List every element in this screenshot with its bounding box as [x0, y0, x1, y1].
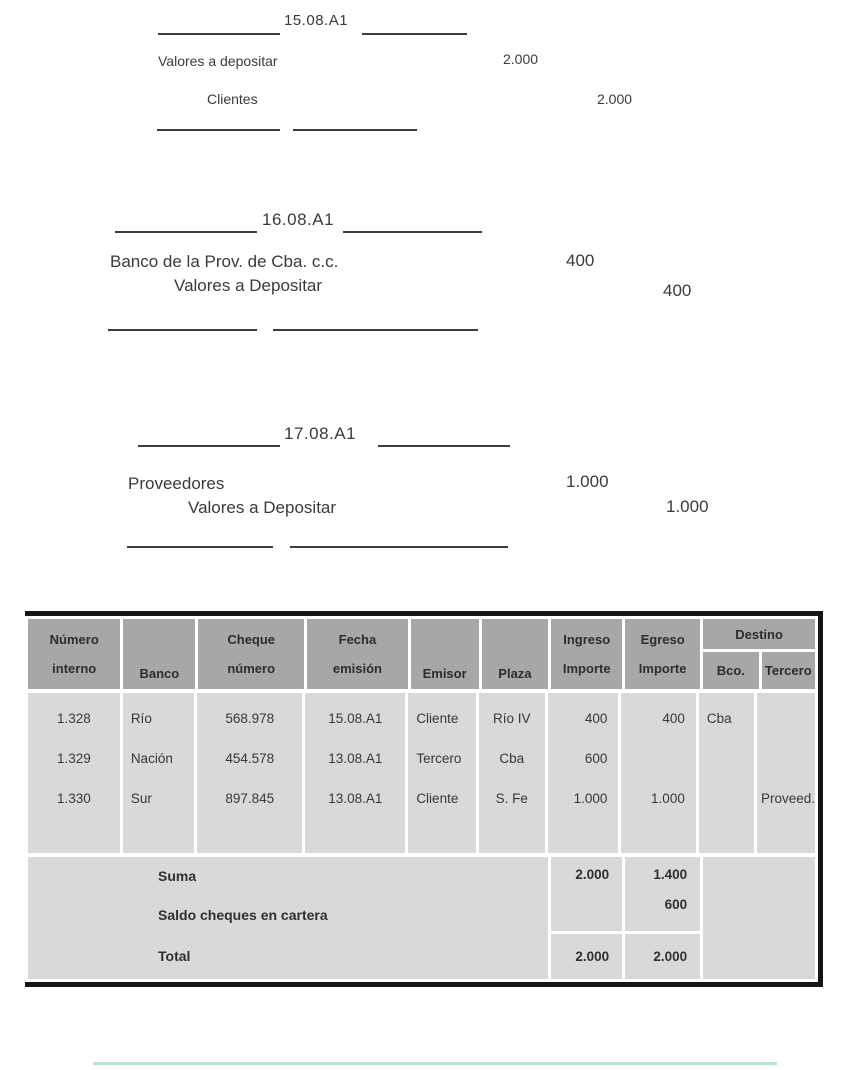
debit-account: Proveedores [128, 474, 225, 493]
destino-subheaders [703, 652, 815, 689]
header-line: emisión [332, 660, 382, 676]
footer-labels-cell [28, 857, 548, 979]
cell-ingreso: 1.000 [573, 791, 608, 806]
col-egreso [621, 693, 695, 853]
total-egreso: 2.000 [653, 949, 688, 964]
header-line: Cheque [227, 632, 276, 648]
closing-rule-right [290, 546, 508, 548]
debit-account: Valores a depositar [158, 53, 278, 69]
col-cheque [197, 693, 302, 853]
col-header-bco: Bco. [703, 652, 758, 689]
cell-bco [699, 779, 754, 819]
col-header-egreso-importe [625, 619, 700, 689]
col-bco [699, 693, 754, 853]
credit-amount: 400 [663, 281, 692, 300]
suma-ingreso-cell [551, 857, 622, 931]
date-rule-right [343, 231, 482, 233]
cell-emisor: Cliente [416, 711, 459, 726]
table-body [28, 693, 815, 853]
cell-tercero: Proveed. [760, 791, 815, 806]
col-header-ingreso-importe [551, 619, 622, 689]
debit-amount: 400 [566, 251, 595, 270]
col-tercero [757, 693, 815, 853]
cell-cheque: 454.578 [225, 751, 275, 766]
cell-cheque: 568.978 [225, 711, 275, 726]
header-line: interno [52, 660, 97, 676]
debit-account: Banco de la Prov. de Cba. c.c. [110, 252, 339, 271]
cell-numero: 1.330 [57, 791, 91, 806]
credit-account: Valores a Depositar [188, 498, 337, 517]
credit-account: Valores a Depositar [174, 276, 323, 295]
cell-egreso: 400 [662, 711, 685, 726]
closing-rule-left [108, 329, 257, 331]
col-header-plaza: Plaza [482, 619, 549, 689]
table-header-row [28, 619, 815, 689]
cell-bco: Cba [706, 711, 732, 726]
header-line: Número [49, 632, 99, 648]
suma-egreso: 1.400 [653, 867, 688, 882]
suma-saldo-egreso-cell [625, 857, 700, 931]
cell-banco: Sur [130, 791, 152, 806]
cell-fecha: 13.08.A1 [328, 751, 383, 766]
col-header-destino-group [703, 619, 815, 689]
cell-plaza: Río IV [493, 711, 531, 726]
col-plaza [479, 693, 545, 853]
closing-rule-right [293, 129, 417, 131]
saldo-egreso: 600 [664, 897, 688, 912]
col-fecha [305, 693, 405, 853]
col-header-cheque-numero [198, 619, 304, 689]
cell-banco: Río [130, 711, 152, 726]
cell-fecha: 15.08.A1 [328, 711, 383, 726]
credit-amount: 1.000 [666, 497, 709, 516]
closing-rule-left [127, 546, 273, 548]
cell-emisor: Tercero [416, 751, 462, 766]
suma-label: Suma [158, 868, 197, 884]
date-rule-left [138, 445, 280, 447]
cell-cheque: 897.845 [225, 791, 275, 806]
footer-destino-cell [703, 857, 815, 979]
total-ingreso-cell [551, 934, 622, 979]
col-header-fecha-emision [307, 619, 408, 689]
col-header-banco: Banco [123, 619, 195, 689]
col-header-numero-interno [28, 619, 120, 689]
col-emisor [408, 693, 475, 853]
header-line: número [227, 660, 276, 676]
cell-banco: Nación [130, 751, 173, 766]
cell-plaza: S. Fe [495, 791, 528, 806]
bottom-accent-line [93, 1062, 777, 1065]
closing-rule-left [157, 129, 280, 131]
date-rule-left [115, 231, 257, 233]
cell-ingreso: 600 [584, 751, 608, 766]
saldo-label: Saldo cheques en cartera [158, 907, 328, 923]
header-line: Egreso [640, 632, 685, 648]
total-ingreso: 2.000 [575, 949, 610, 964]
cell-egreso [621, 739, 695, 779]
total-label: Total [158, 947, 191, 964]
header-line: Ingreso [563, 632, 611, 648]
date-rule-right [378, 445, 510, 447]
closing-rule-right [273, 329, 478, 331]
credit-account: Clientes [207, 91, 258, 107]
total-egreso-cell [625, 934, 700, 979]
credit-amount: 2.000 [597, 91, 633, 107]
cell-plaza: Cba [499, 751, 525, 766]
debit-amount: 1.000 [566, 472, 609, 491]
header-line: Importe [638, 660, 687, 676]
date-rule-right [362, 33, 467, 35]
entry-date: 17.08.A1 [284, 424, 357, 443]
debit-amount: 2.000 [503, 51, 539, 67]
cell-tercero [757, 739, 815, 779]
cell-emisor: Cliente [416, 791, 459, 806]
cell-fecha: 13.08.A1 [328, 791, 383, 806]
col-ingreso [548, 693, 618, 853]
cell-numero: 1.328 [57, 711, 91, 726]
col-header-emisor: Emisor [411, 619, 479, 689]
header-line: Fecha [338, 632, 377, 648]
cell-tercero [757, 699, 815, 739]
cell-egreso: 1.000 [651, 791, 685, 806]
header-line: Importe [562, 660, 611, 676]
col-header-destino: Destino [703, 619, 815, 649]
cell-ingreso: 400 [584, 711, 608, 726]
col-banco [123, 693, 194, 853]
entry-date: 16.08.A1 [262, 210, 335, 229]
suma-ingreso: 2.000 [575, 867, 610, 882]
date-rule-left [158, 33, 280, 35]
cell-numero: 1.329 [57, 751, 91, 766]
check-register-table [25, 611, 823, 987]
entry-date: 15.08.A1 [284, 12, 349, 29]
table-footer [28, 857, 815, 979]
col-header-tercero: Tercero [762, 652, 815, 689]
cell-bco [699, 739, 754, 779]
col-numero [28, 693, 120, 853]
